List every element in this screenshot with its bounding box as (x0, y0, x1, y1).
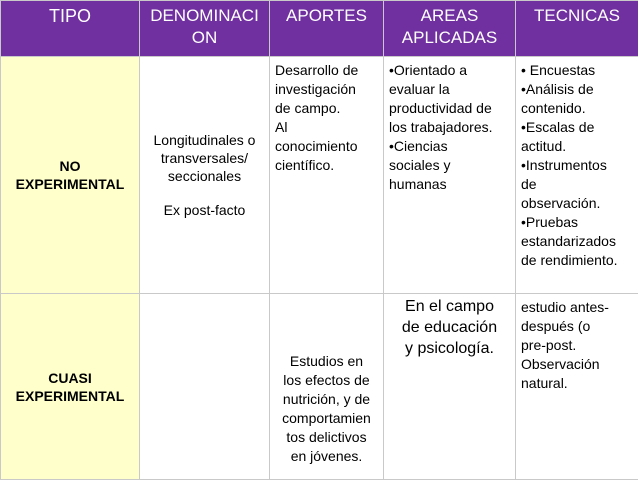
tipo-cell-cuasi-experimental: CUASI EXPERIMENTAL (1, 294, 140, 480)
tecnicas-cell: estudio antes- después (o pre-post. Observación natural. (516, 294, 638, 480)
header-tecnicas: TECNICAS (516, 1, 638, 57)
denominacion-cell: Longitudinales o transversales/ seccionales Ex post-facto (140, 57, 270, 294)
table-row (1, 294, 638, 480)
areas-cell: •Orientado a evaluar la productividad de los trabajadores. •Ciencias sociales y humanas (384, 57, 516, 294)
tecnicas-cell: • Encuestas •Análisis de contenido. •Escalas de actitud. •Instrumentos de observación. •Pruebas estandarizados de rendimiento. (516, 57, 638, 294)
header-row (1, 1, 638, 57)
header-areas: AREAS APLICADAS (384, 1, 516, 57)
denominacion-cell-empty (140, 294, 270, 480)
header-tipo: TIPO (1, 1, 140, 57)
header-aportes: APORTES (270, 1, 384, 57)
tipo-cell-no-experimental: NO EXPERIMENTAL (1, 57, 140, 294)
areas-cell: En el campo de educación y psicología. (384, 294, 516, 480)
header-denominacion: DENOMINACI ON (140, 1, 270, 57)
aportes-cell: Estudios en los efectos de nutrición, y de comportamien tos delictivos en jóvenes. (270, 294, 384, 480)
table-row (1, 57, 638, 294)
aportes-cell: Desarrollo de investigación de campo. Al conocimiento científico. (270, 57, 384, 294)
